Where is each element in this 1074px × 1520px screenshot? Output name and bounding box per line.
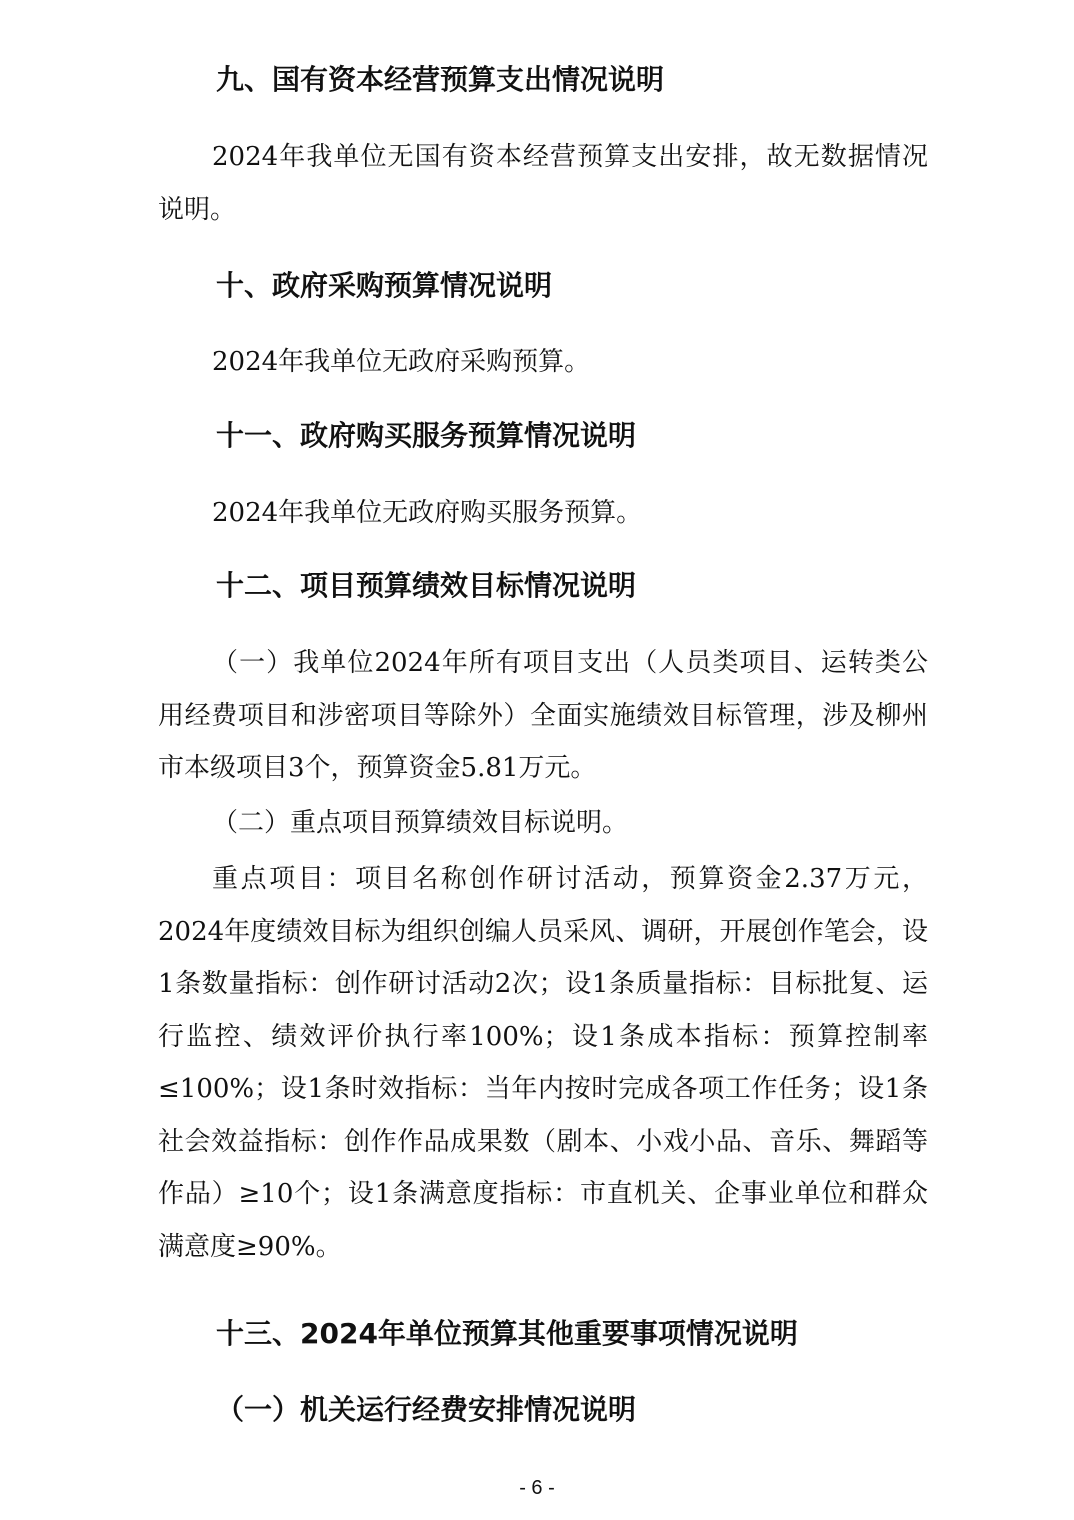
section-11-paragraph: 2024年我单位无政府购买服务预算。: [212, 498, 643, 528]
page-number: - 6 -: [519, 1477, 555, 1499]
section-12-heading: 十二、项目预算绩效目标情况说明: [216, 569, 637, 602]
section-12-paragraph-2: （二）重点项目预算绩效目标说明。: [212, 808, 629, 838]
section-13-subheading: （一）机关运行经费安排情况说明: [216, 1393, 637, 1426]
section-10-paragraph: 2024年我单位无政府采购预算。: [212, 347, 591, 377]
section-10-heading: 十、政府采购预算情况说明: [216, 269, 553, 302]
section-11-heading: 十一、政府购买服务预算情况说明: [216, 419, 637, 452]
section-12-paragraph-3: 重点项目：项目名称创作研讨活动，预算资金2.37万元，2024年度绩效目标为组织创编人员采风、调研，开展创作笔会，设1条数量指标：创作研讨活动2次；设1条质量指标：目标批复、运行监控、绩效评价执行率100%；设1条成本指标：预算控制率≤100%；设1条时效指标：当年内按时完成各项工作任务；设1条社会效益指标：创作作品成果数（剧本、小戏小品、音乐、舞蹈等作品）≥10个；设1条满意度指标：市直机关、企事业单位和群众满意度≥90%。: [158, 864, 928, 1262]
section-12-paragraph-1: （一）我单位2024年所有项目支出（人员类项目、运转类公用经费项目和涉密项目等除外）全面实施绩效目标管理，涉及柳州市本级项目3个，预算资金5.81万元。: [158, 648, 928, 783]
section-9-heading: 九、国有资本经营预算支出情况说明: [216, 63, 665, 96]
section-9-paragraph: 2024年我单位无国有资本经营预算支出安排，故无数据情况说明。: [158, 142, 928, 225]
section-13-heading: 十三、2024年单位预算其他重要事项情况说明: [216, 1317, 798, 1350]
